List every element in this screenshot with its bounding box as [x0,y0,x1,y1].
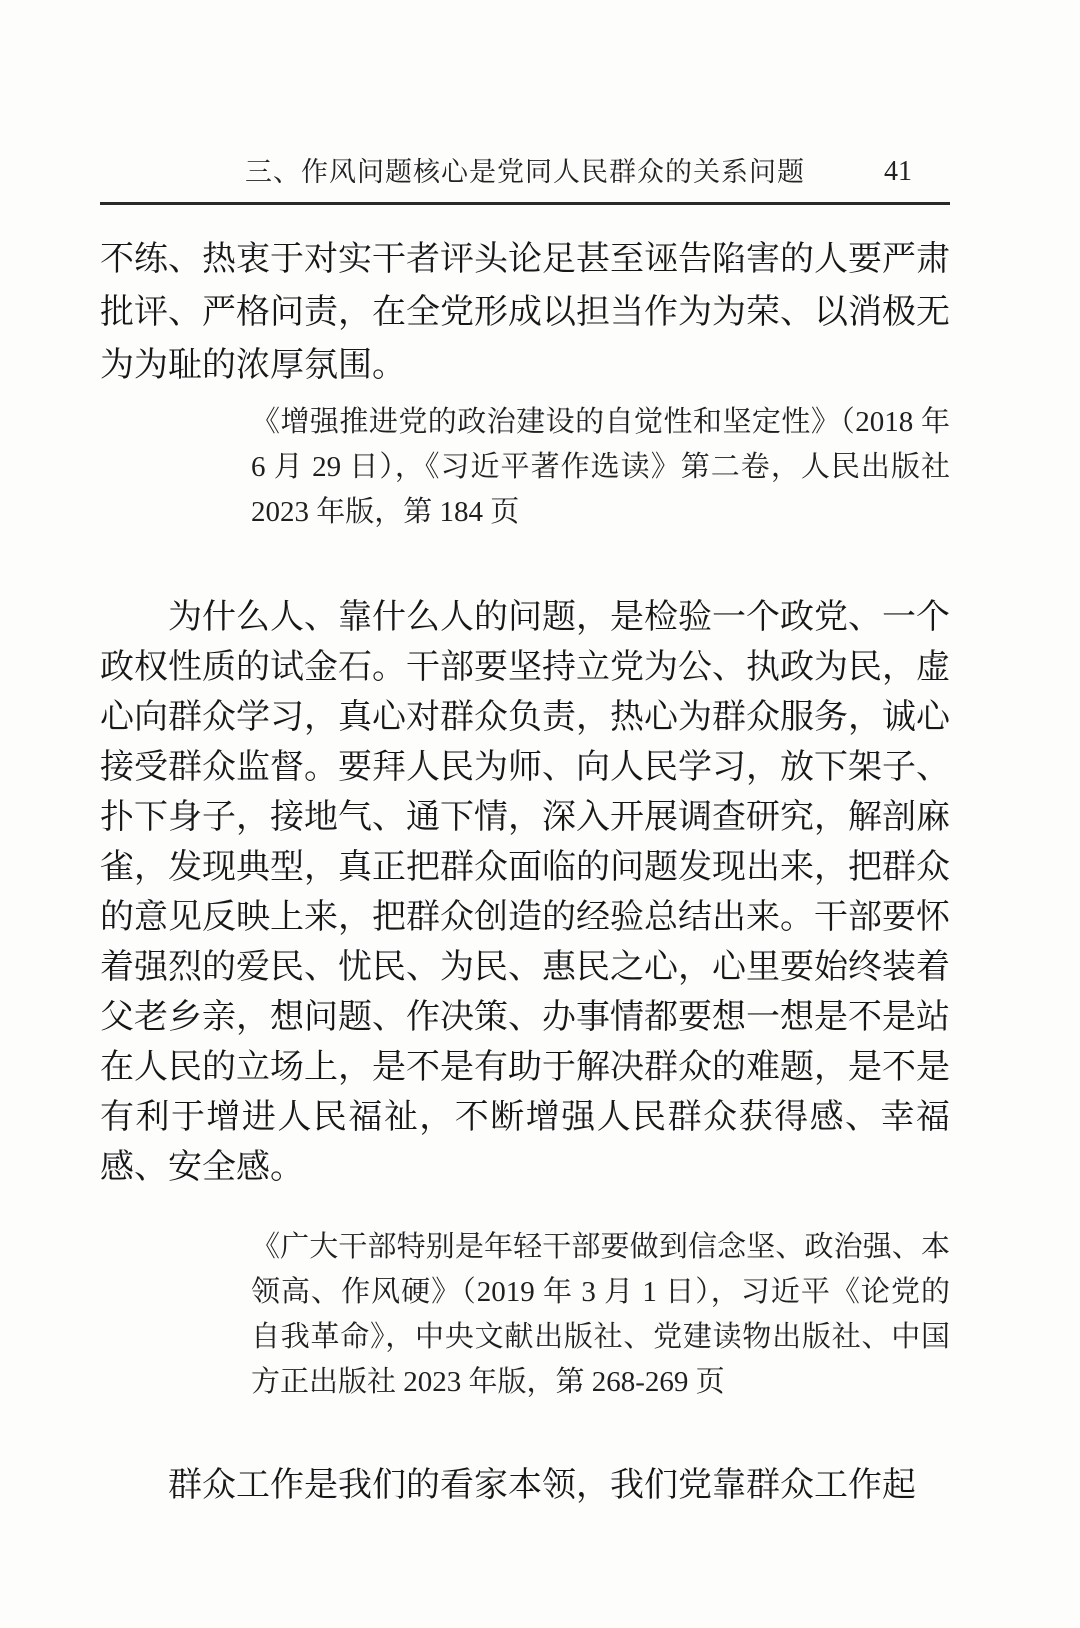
paragraph-opening-line: 群众工作是我们的看家本领，我们党靠群众工作起 [168,1467,916,1504]
page-number: 41 [884,156,912,187]
chapter-header-title: 三、作风问题核心是党同人民群众的关系问题 [245,157,805,187]
source-citation-1: 《增强推进党的政治建设的自觉性和坚定性》（2018 年 6 月 29 日），《习近平著作选读》第二卷，人民出版社 2023 年版，第 184 页 [251,406,950,528]
source-citation-2: 《广大干部特别是年轻干部要做到信念坚、政治强、本领高、作风硬》（2019 年 3 月 1 日），习近平《论党的自我革命》，中央文献出版社、党建读物出版社、中国方正出版社 2023 年版，第 268-269 页 [251,1231,950,1398]
paragraph-continuation: 不练、热衷于对实干者评头论足甚至诬告陷害的人要严肃批评、严格问责，在全党形成以担当作为为荣、以消极无为为耻的浓厚氛围。 [100,241,950,384]
page-content [100,0,950,1511]
paragraph-main: 为什么人、靠什么人的问题，是检验一个政党、一个政权性质的试金石。干部要坚持立党为公、执政为民，虚心向群众学习，真心对群众负责，热心为群众服务，诚心接受群众监督。要拜人民为师、向人民学习，放下架子、扑下身子，接地气、通下情，深入开展调查研究，解剖麻雀，发现典型，真正把群众面临的问题发现出来，把群众的意见反映上来，把群众创造的经验总结出来。干部要怀着强烈的爱民、忧民、为民、惠民之心，心里要始终装着父老乡亲，想问题、作决策、办事情都要想一想是不是站在人民的立场上，是不是有助于解决群众的难题，是不是有利于增进人民福祉，不断增强人民群众获得感、幸福感、安全感。 [100,599,950,1186]
header-divider [100,202,950,205]
running-header [100,152,950,192]
